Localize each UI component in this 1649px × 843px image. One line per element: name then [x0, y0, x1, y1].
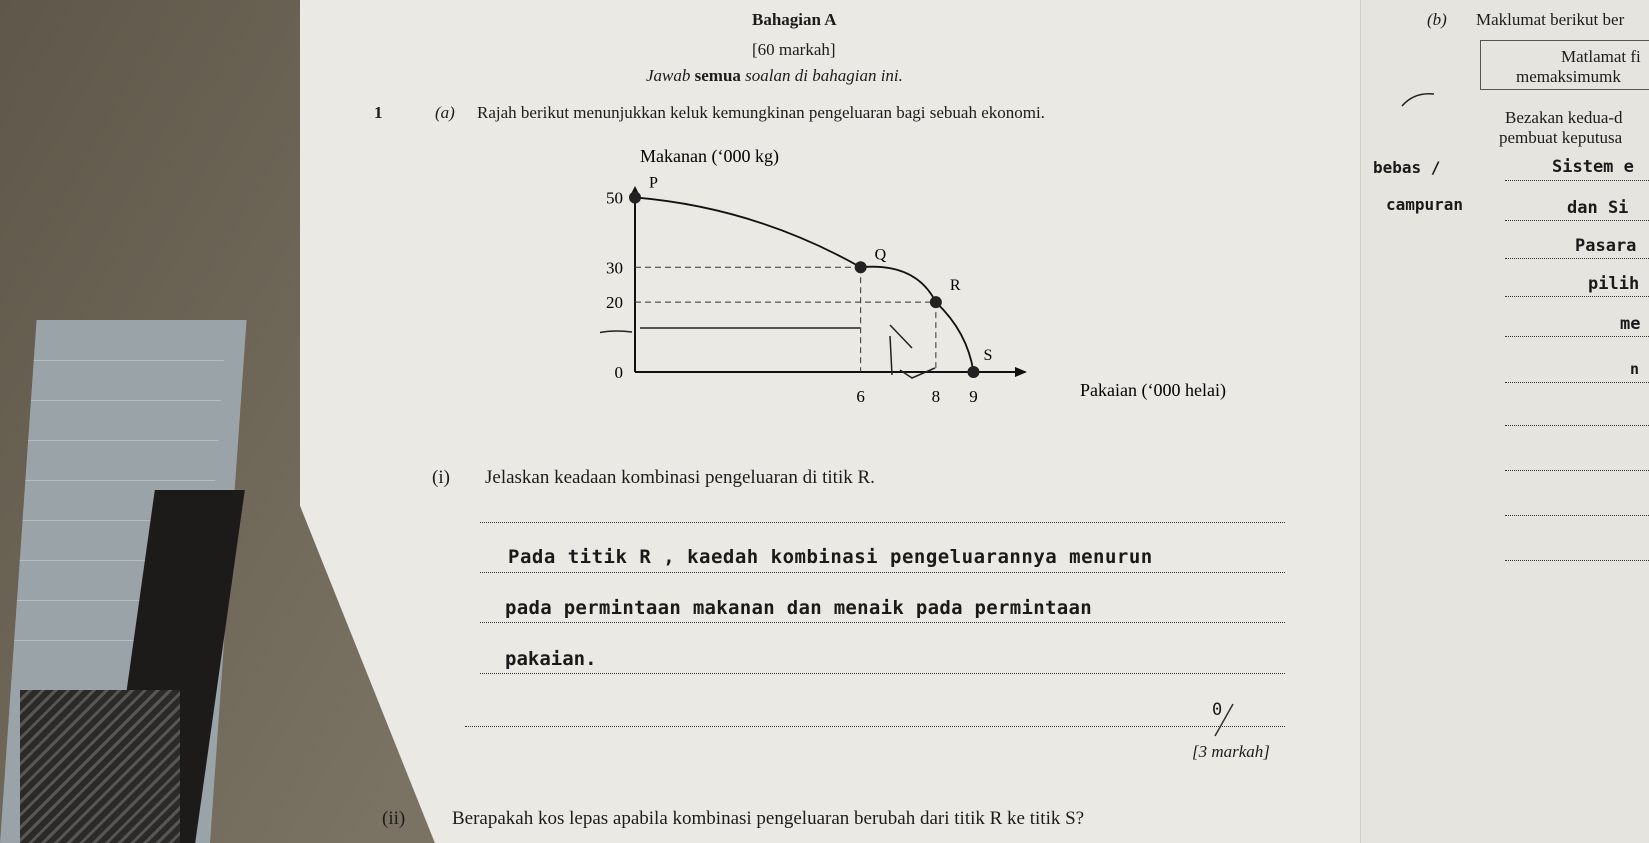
right-dotline-2: [1505, 220, 1649, 221]
right-answer-3: Pasara: [1575, 236, 1637, 256]
instruction-bold: semua: [694, 66, 741, 85]
speaker-grill: [20, 690, 180, 843]
chart-curve: [635, 197, 973, 372]
instruction-suffix: soalan di bahagian ini.: [740, 66, 903, 85]
y-tick-label: 30: [606, 258, 623, 278]
section-marks-text: [60 markah]: [752, 40, 836, 59]
right-answer-4: pilih: [1588, 274, 1640, 294]
part-a-label: (a): [435, 103, 455, 122]
right-answer-6: n: [1630, 360, 1640, 378]
right-answer-5: me: [1620, 314, 1641, 334]
pen-stroke: [1400, 90, 1440, 110]
right-dotline-6: [1505, 382, 1649, 383]
info-box-line-1: Matlamat fi: [1561, 47, 1641, 66]
x-axis-arrow: [1015, 367, 1027, 377]
sub-i-marks: [1192, 742, 1270, 762]
x-tick-label: 9: [969, 387, 978, 406]
ppc-curve: [635, 197, 973, 372]
ppc-chart: [600, 140, 1300, 440]
part-b-text: Maklumat berikut ber: [1476, 10, 1625, 29]
right-dotline-10: [1505, 560, 1649, 561]
right-dotline-7: [1505, 425, 1649, 426]
chart-ylabel: Makanan (‘000 kg): [640, 146, 779, 166]
right-answer-2: dan Si: [1567, 198, 1629, 218]
point-label-P: P: [649, 174, 658, 192]
point-R: [930, 296, 942, 308]
right-line-bezakan: Bezakan kedua-d: [1505, 108, 1623, 127]
point-P: [629, 191, 641, 203]
sub-ii-text: Berapakah kos lepas apabila kombinasi pengeluaran berubah dari titik R ke titik S?: [452, 808, 1085, 829]
right-dotline-9: [1505, 515, 1649, 516]
right-dotline-1: [1505, 180, 1649, 181]
right-dotline-8: [1505, 470, 1649, 471]
x-tick-label: 6: [856, 387, 865, 406]
sub-i-text: Jelaskan keadaan kombinasi pengeluaran di titik R.: [485, 467, 875, 488]
margin-note-1: bebas /: [1373, 158, 1441, 177]
handwritten-answer-2: pada permintaan makanan dan menaik pada permintaan: [505, 597, 1092, 619]
chart-y-ticks: [606, 188, 623, 382]
point-Q: [855, 261, 867, 273]
question-number: 1: [374, 103, 383, 122]
point-S: [967, 366, 979, 378]
point-label-R: R: [949, 277, 961, 295]
y-tick-label: 0: [614, 363, 623, 382]
handwritten-answer-1: Pada titik R , kaedah kombinasi pengeluarannya menurun: [508, 546, 1153, 568]
sub-ii-label: (ii): [382, 808, 406, 829]
examiner-tick-icon: [1205, 700, 1245, 740]
y-tick-label: 20: [606, 293, 623, 313]
answer-line-3: [480, 673, 1285, 674]
answer-line-blank: [480, 522, 1285, 523]
margin-note-2: campuran: [1386, 195, 1464, 214]
handwritten-answer-3: pakaian.: [505, 648, 597, 670]
point-label-Q: Q: [874, 246, 887, 264]
info-box-line-2: memaksimumk: [1516, 67, 1621, 86]
answer-line-4: [465, 726, 1285, 727]
info-box: [1480, 40, 1649, 90]
y-tick-label: 50: [606, 188, 623, 208]
instruction-prefix: Jawab: [646, 66, 695, 85]
chart-points: [629, 174, 992, 378]
answer-line-1: [480, 572, 1285, 573]
sub-i-label: (i): [432, 467, 450, 488]
part-a-text: Rajah berikut menunjukkan keluk kemungkinan pengeluaran bagi sebuah ekonomi.: [477, 103, 1045, 122]
sub-i-marks-text: [3 markah]: [1192, 742, 1270, 761]
right-dotline-3: [1505, 258, 1649, 259]
answer-line-2: [480, 622, 1285, 623]
chart-xlabel: Pakaian (‘000 helai): [1080, 380, 1226, 400]
right-dotline-5: [1505, 336, 1649, 337]
pen-marks: [600, 325, 935, 378]
section-title: Bahagian A: [752, 10, 837, 29]
x-tick-label: 8: [931, 387, 941, 406]
right-answer-1: Sistem e: [1552, 157, 1634, 177]
chart-x-ticks: [856, 387, 977, 406]
section-instruction: [646, 66, 903, 86]
examiner-score-mark: 0: [1212, 700, 1223, 720]
point-label-S: S: [983, 347, 993, 364]
right-dotline-4: [1505, 296, 1649, 297]
section-marks: [752, 40, 836, 60]
part-b-label: (b): [1427, 10, 1447, 29]
right-line-pembuat: pembuat keputusa: [1499, 128, 1623, 147]
